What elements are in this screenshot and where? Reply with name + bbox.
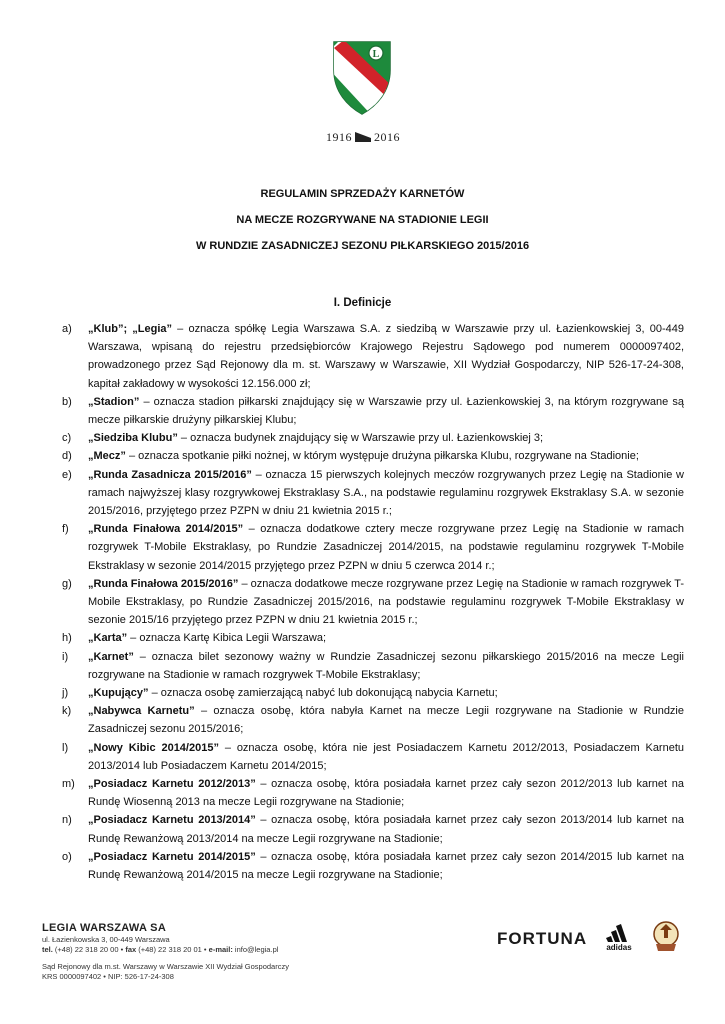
adidas-stripes-icon [604, 924, 634, 942]
definition-term: „Runda Finałowa 2015/2016” [88, 577, 239, 590]
definition-text: – oznacza osobę, która posiadała karnet przez cały sezon 2013/2014 lub karnet na Rundę Rewanżową 2013/2014 na mecze Legii rozgrywane na Stadionie; [88, 814, 684, 845]
definition-item [62, 648, 684, 684]
definition-text: – oznacza osobę, która posiadała karnet przez cały sezon 2014/2015 lub karnet na Rundę Rewanżową 2014/2015 na mecze Legii rozgrywane na Stadionie; [88, 850, 684, 882]
definition-letter: f) [62, 523, 69, 536]
definition-letter: h) [62, 632, 72, 645]
definition-item [62, 739, 684, 775]
definition-body [88, 447, 684, 465]
definition-text: – oznacza osobę zamierzającą nabyć lub dokonującą nabycia Karnetu; [148, 687, 498, 700]
definition-body [88, 466, 684, 521]
footer-krs: KRS 0000097402 • NIP: 526-17-24-308 [42, 971, 174, 981]
definition-item [62, 811, 684, 847]
svg-text:L: L [372, 49, 380, 60]
definition-letter: b) [62, 395, 72, 408]
definition-term: „Runda Finałowa 2014/2015” [88, 523, 244, 536]
definition-term: „Posiadacz Karnetu 2013/2014” [88, 814, 256, 827]
legia-crest-logo [330, 40, 394, 116]
footer-contact [42, 945, 302, 955]
document-title-line-1: REGULAMIN SPRZEDAŻY KARNETÓW [260, 188, 465, 200]
footer-company-name: LEGIA WARSZAWA SA [42, 922, 167, 934]
definition-text: – oznacza osobę, która nabyła Karnet na mecze Legii rozgrywane na Stadionie w Rundzie Zasadniczej sezonu 2015/2016; [88, 705, 684, 736]
definition-term: „Karnet” [88, 650, 134, 663]
definition-term: „Siedziba Klubu” [88, 432, 178, 445]
definition-letter: d) [62, 450, 72, 463]
definition-letter: e) [62, 468, 72, 481]
definition-term: „Stadion” [88, 395, 140, 408]
anniversary-years [325, 128, 401, 146]
footer-company-info [42, 922, 302, 981]
tel-label: tel. [42, 944, 53, 954]
definition-item [62, 775, 684, 811]
definition-item [62, 466, 684, 521]
definition-letter: l) [62, 741, 69, 754]
definition-text: – oznacza spotkanie piłki nożnej, w którym występuje drużyna piłkarska Klubu, rozgrywane na Stadionie; [125, 450, 639, 463]
warka-logo [648, 918, 684, 954]
definition-text: – oznacza osobę, która nie jest Posiadaczem Karnetu 2012/2013, Posiadaczem Karnetu 2013/2014 lub Posiadaczem Karnetu 2014/2015; [88, 741, 685, 772]
definition-body [88, 575, 684, 630]
definition-body [88, 629, 684, 647]
definition-text: – oznacza stadion piłkarski znajdujący się w Warszawie przy ul. Łazienkowskiej 3, na którym rozgrywane są mecze piłkarskie drużyny piłkarskiej Klubu; [88, 395, 684, 427]
definition-text: – oznacza dodatkowe mecze rozgrywane przez Legię na Stadionie w ramach rozgrywek T-Mobile Ekstraklasy, po Rundzie Zasadniczej 2015/2016, na podstawie regulaminu rozgrywek T-Mobile Ekstraklasy w sezonie 2015/16 przyjętego przez PZPN w dniu 21 kwietnia 2015 r.; [88, 577, 684, 627]
definition-letter: i) [62, 650, 69, 663]
definition-term: „Mecz” [88, 450, 126, 463]
definition-term: „Posiadacz Karnetu 2012/2013” [88, 778, 256, 791]
definition-text: – oznacza spółkę Legia Warszawa S.A. z siedzibą w Warszawie przy ul. Łazienkowskiej 3, 00-449 Warszawa, wpisaną do rejestru przedsiębiorców Krajowego Rejestru Sądowego pod numerem 0000097402, prowadzonego przez Sąd Rejonowy dla m. st. Warszawy w Warszawie, XII Wydział Gospodarczy, NIP 526-17-24-308, kapitał zakładowy w wysokości 12.156.000 zł; [88, 323, 684, 390]
definition-item [62, 520, 684, 575]
footer-address: ul. Łazienkowska 3, 00-449 Warszawa [42, 935, 170, 944]
footer-court: Sąd Rejonowy dla m.st. Warszawy w Warszawie XII Wydział Gospodarczy [42, 962, 289, 971]
definition-item [62, 575, 684, 630]
definition-term: „Posiadacz Karnetu 2014/2015” [88, 850, 256, 863]
definition-term: „Nabywca Karnetu” [88, 705, 195, 718]
adidas-logo [604, 924, 634, 952]
definition-item [62, 393, 684, 429]
definition-letter: c) [62, 432, 72, 445]
fax-number: (+48) 22 318 20 01 • [136, 944, 209, 954]
definition-text: – oznacza osobę, która posiadała karnet przez cały sezon 2012/2013 lub karnet na Rundę Wiosenną 2013 na mecze Legii rozgrywane na Stadionie; [88, 778, 684, 809]
definition-letter: j) [62, 687, 69, 700]
definition-term: „Klub”; „Legia” [88, 323, 172, 335]
year-end: 2016 [374, 129, 400, 144]
definition-text: – oznacza bilet sezonowy ważny w Rundzie Zasadniczej sezonu piłkarskiego 2015/2016 na mecze Legii rozgrywane na Stadionie w ramach rozgrywek T-Mobile Ekstraklasy; [88, 650, 684, 681]
definition-body [88, 684, 684, 702]
definition-item [62, 684, 684, 702]
definition-letter: o) [62, 850, 72, 863]
definition-body [88, 320, 684, 393]
definition-item [62, 848, 684, 884]
definition-letter: g) [62, 577, 72, 590]
definition-term: „Nowy Kibic 2014/2015” [88, 741, 219, 754]
year-start: 1916 [326, 129, 352, 144]
definition-body [88, 429, 684, 447]
definition-body [88, 520, 684, 575]
section-heading: I. Definicje [333, 297, 392, 309]
definition-item [62, 447, 684, 465]
definition-letter: k) [62, 705, 72, 718]
document-title-line-2: NA MECZE ROZGRYWANE NA STADIONIE LEGII [236, 214, 489, 226]
definition-item [62, 429, 684, 447]
definition-body [88, 848, 684, 884]
definition-body [88, 811, 684, 847]
fax-label: fax [125, 944, 137, 954]
definition-item [62, 629, 684, 647]
email-address[interactable]: info@legia.pl [232, 944, 279, 954]
definition-item [62, 320, 684, 393]
definition-body [88, 393, 684, 429]
definition-letter: n) [62, 814, 72, 827]
document-title-line-3: W RUNDZIE ZASADNICZEJ SEZONU PIŁKARSKIEGO 2015/2016 [195, 240, 530, 252]
fortuna-logo: FORTUNA [497, 929, 588, 948]
definition-body [88, 702, 684, 738]
definition-letter: a) [62, 323, 72, 335]
tel-number: (+48) 22 318 20 00 • [52, 944, 126, 954]
definition-letter: m) [62, 778, 75, 791]
adidas-label: adidas [606, 943, 632, 952]
definitions-list [62, 320, 684, 884]
definition-body [88, 739, 684, 775]
definition-term: „Runda Zasadnicza 2015/2016” [88, 468, 252, 481]
definition-text: – oznacza budynek znajdujący się w Warszawie przy ul. Łazienkowskiej 3; [177, 432, 544, 445]
definition-text: – oznacza 15 pierwszych kolejnych meczów rozgrywanych przez Legię na Stadionie w ramach najwyższej klasy rozgrywkowej Ekstraklasy S.A., na podstawie regulaminu rozgrywek Ekstraklasy S.A. w sezonie 2015/2016, przyjętego przez PZPN w dniu 21 kwietnia 2015 r.; [88, 468, 684, 518]
definition-text: – oznacza Kartę Kibica Legii Warszawa; [127, 632, 327, 645]
definition-item [62, 702, 684, 738]
definition-term: „Karta” [88, 632, 128, 645]
email-label: e-mail: [208, 944, 233, 954]
definition-term: „Kupujący” [88, 687, 149, 700]
definition-body [88, 775, 684, 811]
definition-text: – oznacza dodatkowe cztery mecze rozgrywane przez Legię na Stadionie w ramach rozgrywek T-Mobile Ekstraklasy, po Rundzie Zasadniczej 2014/2015, na podstawie regulaminu rozgrywek T-Mobile Ekstraklasy w sezonie 2014/2015 przyjętego przez PZPN w dniu 5 czerwca 2014 r.; [88, 523, 685, 572]
anniversary-wedge-icon [355, 132, 371, 142]
definition-body [88, 648, 684, 684]
